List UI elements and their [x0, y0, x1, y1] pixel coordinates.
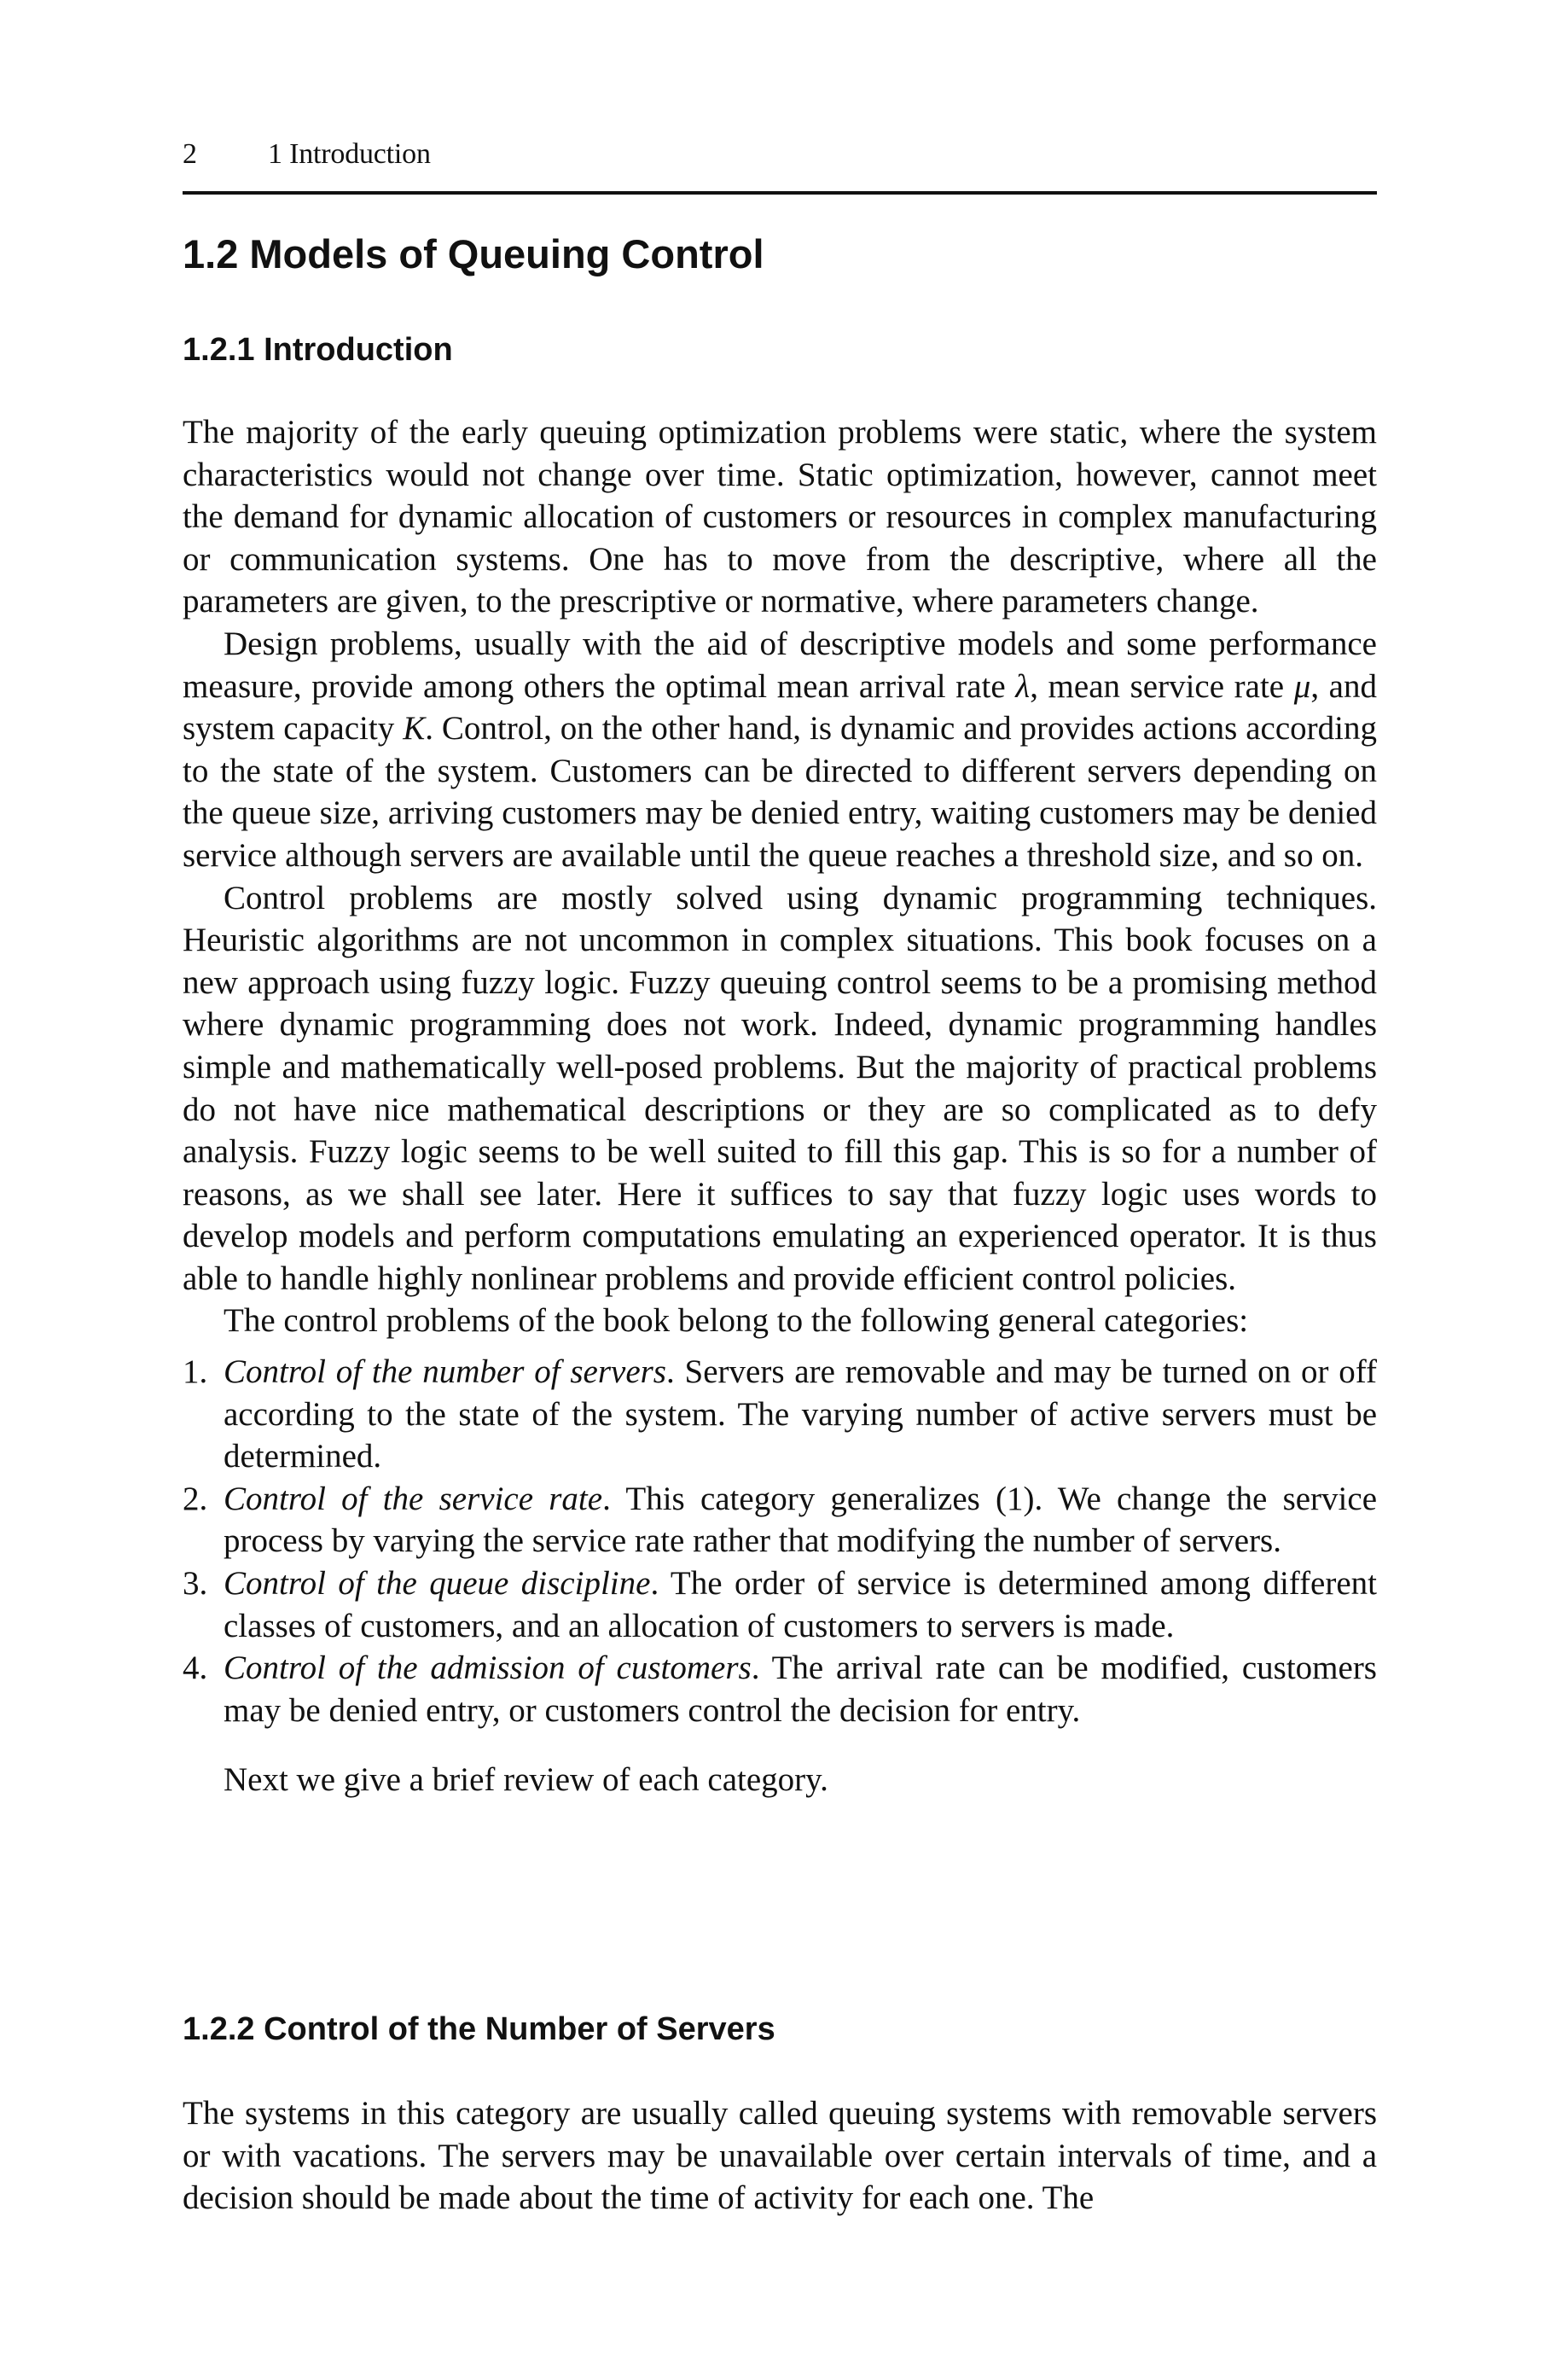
mu-symbol: μ	[1293, 667, 1311, 705]
subsection-title-number-of-servers: 1.2.2 Control of the Number of Servers	[183, 2011, 775, 2047]
capacity-symbol: K	[403, 710, 426, 748]
paragraph-2-text-a: Design problems, usually with the aid of descriptive models and some performance measure, provide among others the optimal mean arrival rate	[183, 625, 1377, 705]
control-categories-list	[183, 1351, 1377, 1731]
list-item	[183, 1351, 1377, 1478]
subsection-title-introduction: 1.2.1 Introduction	[183, 332, 453, 368]
book-page	[183, 128, 1378, 2217]
list-item-text: . The order of service is determined among different classes of customers, and an allocation of customers to servers is made.	[224, 1565, 1378, 1644]
paragraph-2-text-c: , and system capacity	[183, 667, 1377, 748]
paragraph-2-text-b: , mean service rate	[1030, 667, 1294, 705]
header-rule	[183, 191, 1377, 195]
list-item-number: 2.	[183, 1480, 208, 1517]
list-item	[183, 1647, 1377, 1731]
running-head	[183, 128, 1377, 172]
paragraph-5: Next we give a brief review of each category.	[224, 1761, 828, 1799]
list-item	[183, 1478, 1377, 1562]
paragraph-3: Control problems are mostly solved using dynamic programming techniques. Heuristic algorithms are not uncommon in complex situations. This book focuses on a new approach using fuzzy logic. Fuzzy queuing control seems to be a promising method where dynamic programming does not work. Indeed, dynamic programming handles simple and mathematically well-posed problems. But the majority of practical problems do not have nice mathematical descriptions or they are so complicated as to defy analysis. Fuzzy logic seems to be well suited to fill this gap. This is so for a number of reasons, as we shall see later. Here it suffices to say that fuzzy logic uses words to develop models and perform computations emulating an experienced operator. It is thus able to handle highly nonlinear problems and provide efficient control policies.	[183, 879, 1377, 1297]
paragraph-2	[183, 623, 1377, 877]
section-title: 1.2 Models of Queuing Control	[183, 231, 764, 276]
running-chapter-title: 1 Introduction	[268, 138, 431, 170]
lambda-symbol: λ	[1015, 667, 1031, 705]
list-item	[183, 1562, 1377, 1647]
list-item-title: Control of the queue discipline	[224, 1565, 651, 1603]
list-item-text: . This category generalizes (1). We change the service process by varying the service rate rather that modifying the number of servers.	[224, 1480, 1378, 1560]
paragraph-servers-1: The systems in this category are usually called queuing systems with removable servers or with vacations. The servers may be unavailable over certain intervals of time, and a decision should be made about the time of activity for each one. The	[183, 2095, 1377, 2217]
list-item-title: Control of the number of servers	[224, 1353, 666, 1391]
list-item-text: . The arrival rate can be modified, customers may be denied entry, or customers control the decision for entry.	[224, 1649, 1377, 1729]
paragraph-2-text-d: . Control, on the other hand, is dynamic and provides actions according to the state of the system. Customers can be directed to different servers depending on the queue size, arriving customers may be denied entry, waiting customers may be denied service although servers are available until the queue reaches a threshold size, and so on.	[183, 710, 1378, 874]
page-number: 2	[183, 138, 197, 170]
list-item-number: 3.	[183, 1565, 208, 1603]
introduction-body	[183, 411, 1377, 1801]
paragraph-1: The majority of the early queuing optimization problems were static, where the system characteristics would not change over time. Static optimization, however, cannot meet the demand for dynamic allocation of customers or resources in complex manufacturing or communication systems. One has to move from the descriptive, where all the parameters are given, to the prescriptive or normative, where parameters change.	[183, 414, 1377, 620]
paragraph-4: The control problems of the book belong to the following general categories:	[224, 1302, 1249, 1340]
list-item-number: 1.	[183, 1353, 208, 1391]
list-item-title: Control of the service rate	[224, 1480, 603, 1517]
list-item-text: . Servers are removable and may be turned on or off according to the state of the system. The varying number of active servers must be determined.	[224, 1353, 1377, 1475]
list-item-title: Control of the admission of customers	[224, 1649, 752, 1687]
list-item-number: 4.	[183, 1649, 208, 1687]
servers-body	[183, 2092, 1377, 2220]
